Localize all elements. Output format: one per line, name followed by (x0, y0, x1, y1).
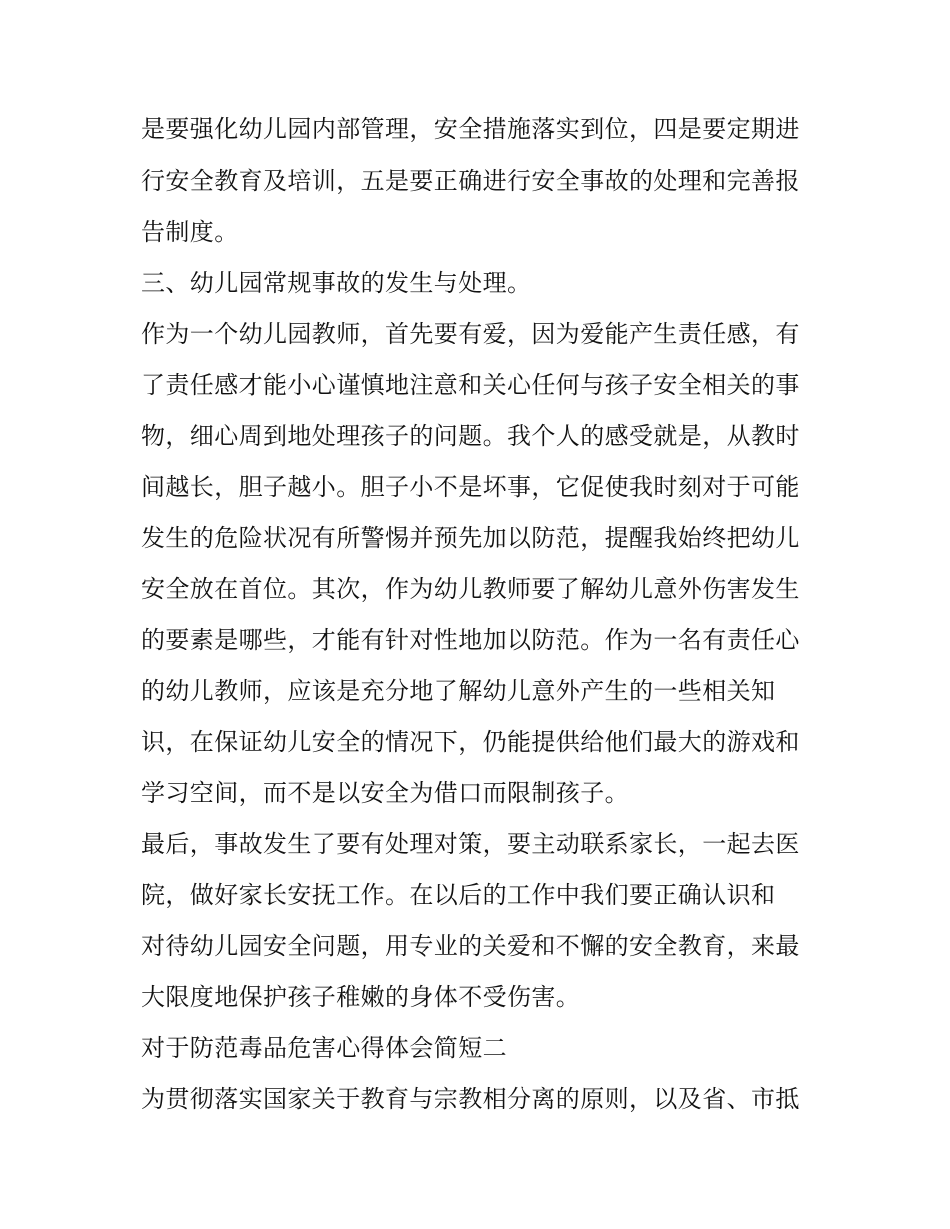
text-line: 间越长，胆子越小。胆子小不是坏事，它促使我时刻对于可能 (141, 473, 800, 501)
text-line: 大限度地保护孩子稚嫩的身体不受伤害。 (141, 983, 581, 1011)
text-line: 的要素是哪些，才能有针对性地加以防范。作为一名有责任心 (141, 626, 800, 654)
text-line: 安全放在首位。其次，作为幼儿教师要了解幼儿意外伤害发生 (141, 575, 800, 603)
text-line: 院，做好家长安抚工作。在以后的工作中我们要正确认识和 (141, 881, 776, 909)
text-line: 最后，事故发生了要有处理对策，要主动联系家长，一起去医 (141, 830, 800, 858)
text-line: 物，细心周到地处理孩子的问题。我个人的感受就是，从教时 (141, 422, 800, 450)
text-line: 学习空间，而不是以安全为借口而限制孩子。 (141, 779, 629, 807)
text-line: 发生的危险状况有所警惕并预先加以防范，提醒我始终把幼儿 (141, 524, 800, 552)
text-line: 识，在保证幼儿安全的情况下，仍能提供给他们最大的游戏和 (141, 728, 800, 756)
text-line: 作为一个幼儿园教师，首先要有爱，因为爱能产生责任感，有 (141, 320, 800, 348)
text-line: 了责任感才能小心谨慎地注意和关心任何与孩子安全相关的事 (141, 371, 800, 399)
text-line: 的幼儿教师，应该是充分地了解幼儿意外产生的一些相关知 (141, 677, 776, 705)
text-line: 对待幼儿园安全问题，用专业的关爱和不懈的安全教育，来最 (141, 932, 800, 960)
text-line: 为贯彻落实国家关于教育与宗教相分离的原则，以及省、市抵 (141, 1085, 800, 1113)
section-heading: 对于防范毒品危害心得体会简短二 (141, 1034, 507, 1062)
text-line: 告制度。 (141, 218, 239, 246)
text-line: 是要强化幼儿园内部管理，安全措施落实到位，四是要定期进 (141, 115, 800, 143)
text-line: 行安全教育及培训，五是要正确进行安全事故的处理和完善报 (141, 167, 800, 195)
section-heading: 三、幼儿园常规事故的发生与处理。 (141, 269, 532, 297)
